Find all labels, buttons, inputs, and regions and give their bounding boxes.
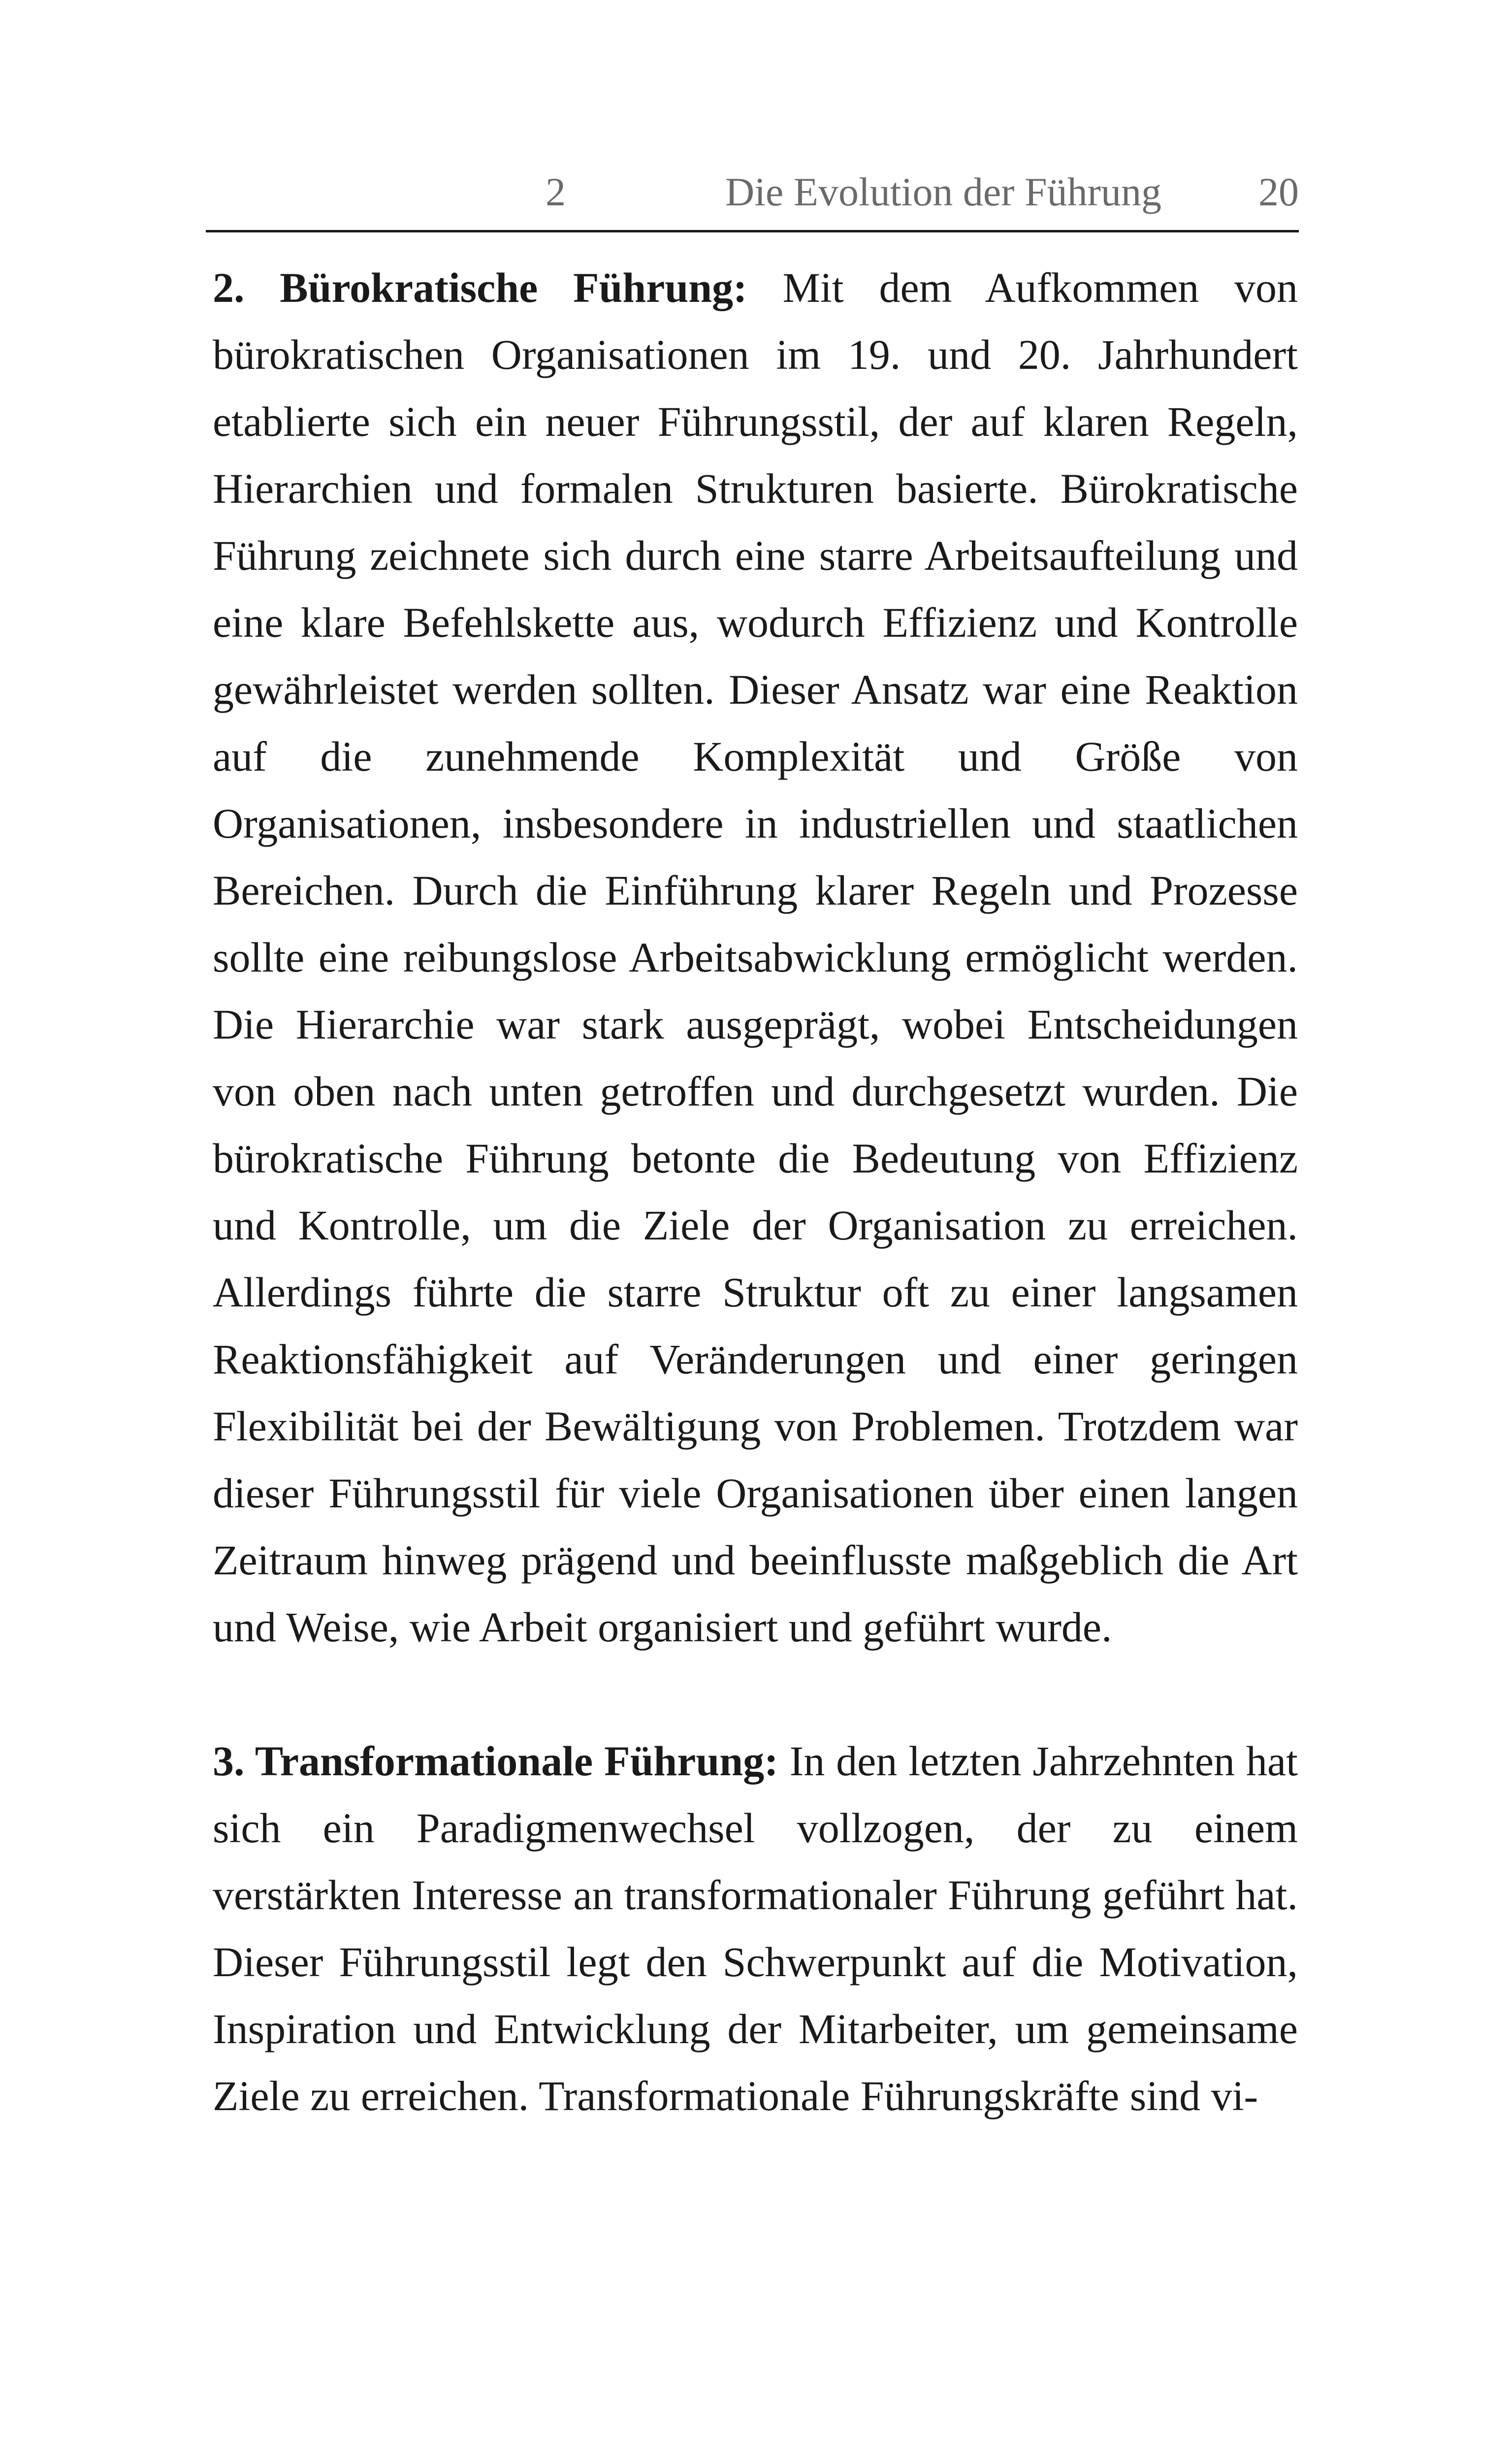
section-body: In den letzten Jahrzehnten hat sich ein Paradigmenwechsel vollzogen, der zu einem verstärkten Interesse an transformationaler Führung geführt hat. Dieser Führungsstil legt den Schwerpunkt auf die Motivation, Inspiration und Entwicklung der Mitarbeiter, um gemeinsame Ziele zu erreichen. Transformationale Führungskräfte sind vi-: [213, 1737, 1298, 2119]
section-heading: 2. Bürokratische Führung:: [213, 264, 747, 311]
header-rule: [206, 230, 1299, 232]
header-chapter-title: Die Evolution der Führung: [725, 169, 1161, 214]
paragraph-buerokratische-fuehrung: [213, 254, 1298, 1661]
section-body: Mit dem Aufkommen von bürokratischen Organisationen im 19. und 20. Jahrhundert etablierte sich ein neuer Führungsstil, der auf klaren Regeln, Hierarchien und formalen Strukturen basierte. Bürokratische Führung zeichnete sich durch eine starre Arbeitsaufteilung und eine klare Befehlskette aus, wodurch Effizienz und Kontrolle gewährleistet werden sollten. Dieser Ansatz war eine Reaktion auf die zunehmende Komplexität und Größe von Organisationen, insbesondere in industriellen und staatlichen Bereichen. Durch die Einführung klarer Regeln und Prozesse sollte eine reibungslose Arbeitsabwicklung ermöglicht werden. Die Hierarchie war stark ausgeprägt, wobei Entscheidungen von oben nach unten getroffen und durchgesetzt wurden. Die bürokratische Führung betonte die Bedeutung von Effizienz und Kontrolle, um die Ziele der Organisation zu erreichen. Allerdings führte die starre Struktur oft zu einer langsamen Reaktionsfähigkeit auf Veränderungen und einer geringen Flexibilität bei der Bewältigung von Problemen. Trotzdem war dieser Führungsstil für viele Organisationen über einen langen Zeitraum hinweg prägend und beeinflusste maßgeblich die Art und Weise, wie Arbeit organisiert und geführt wurde.: [213, 264, 1298, 1651]
body-text: [213, 254, 1298, 2129]
running-header: [206, 163, 1299, 222]
header-page-number: 20: [1258, 169, 1299, 214]
paragraph-transformationale-fuehrung: [213, 1727, 1298, 2129]
section-heading: 3. Transformationale Führung:: [213, 1737, 778, 1785]
header-chapter-number: 2: [546, 169, 566, 214]
